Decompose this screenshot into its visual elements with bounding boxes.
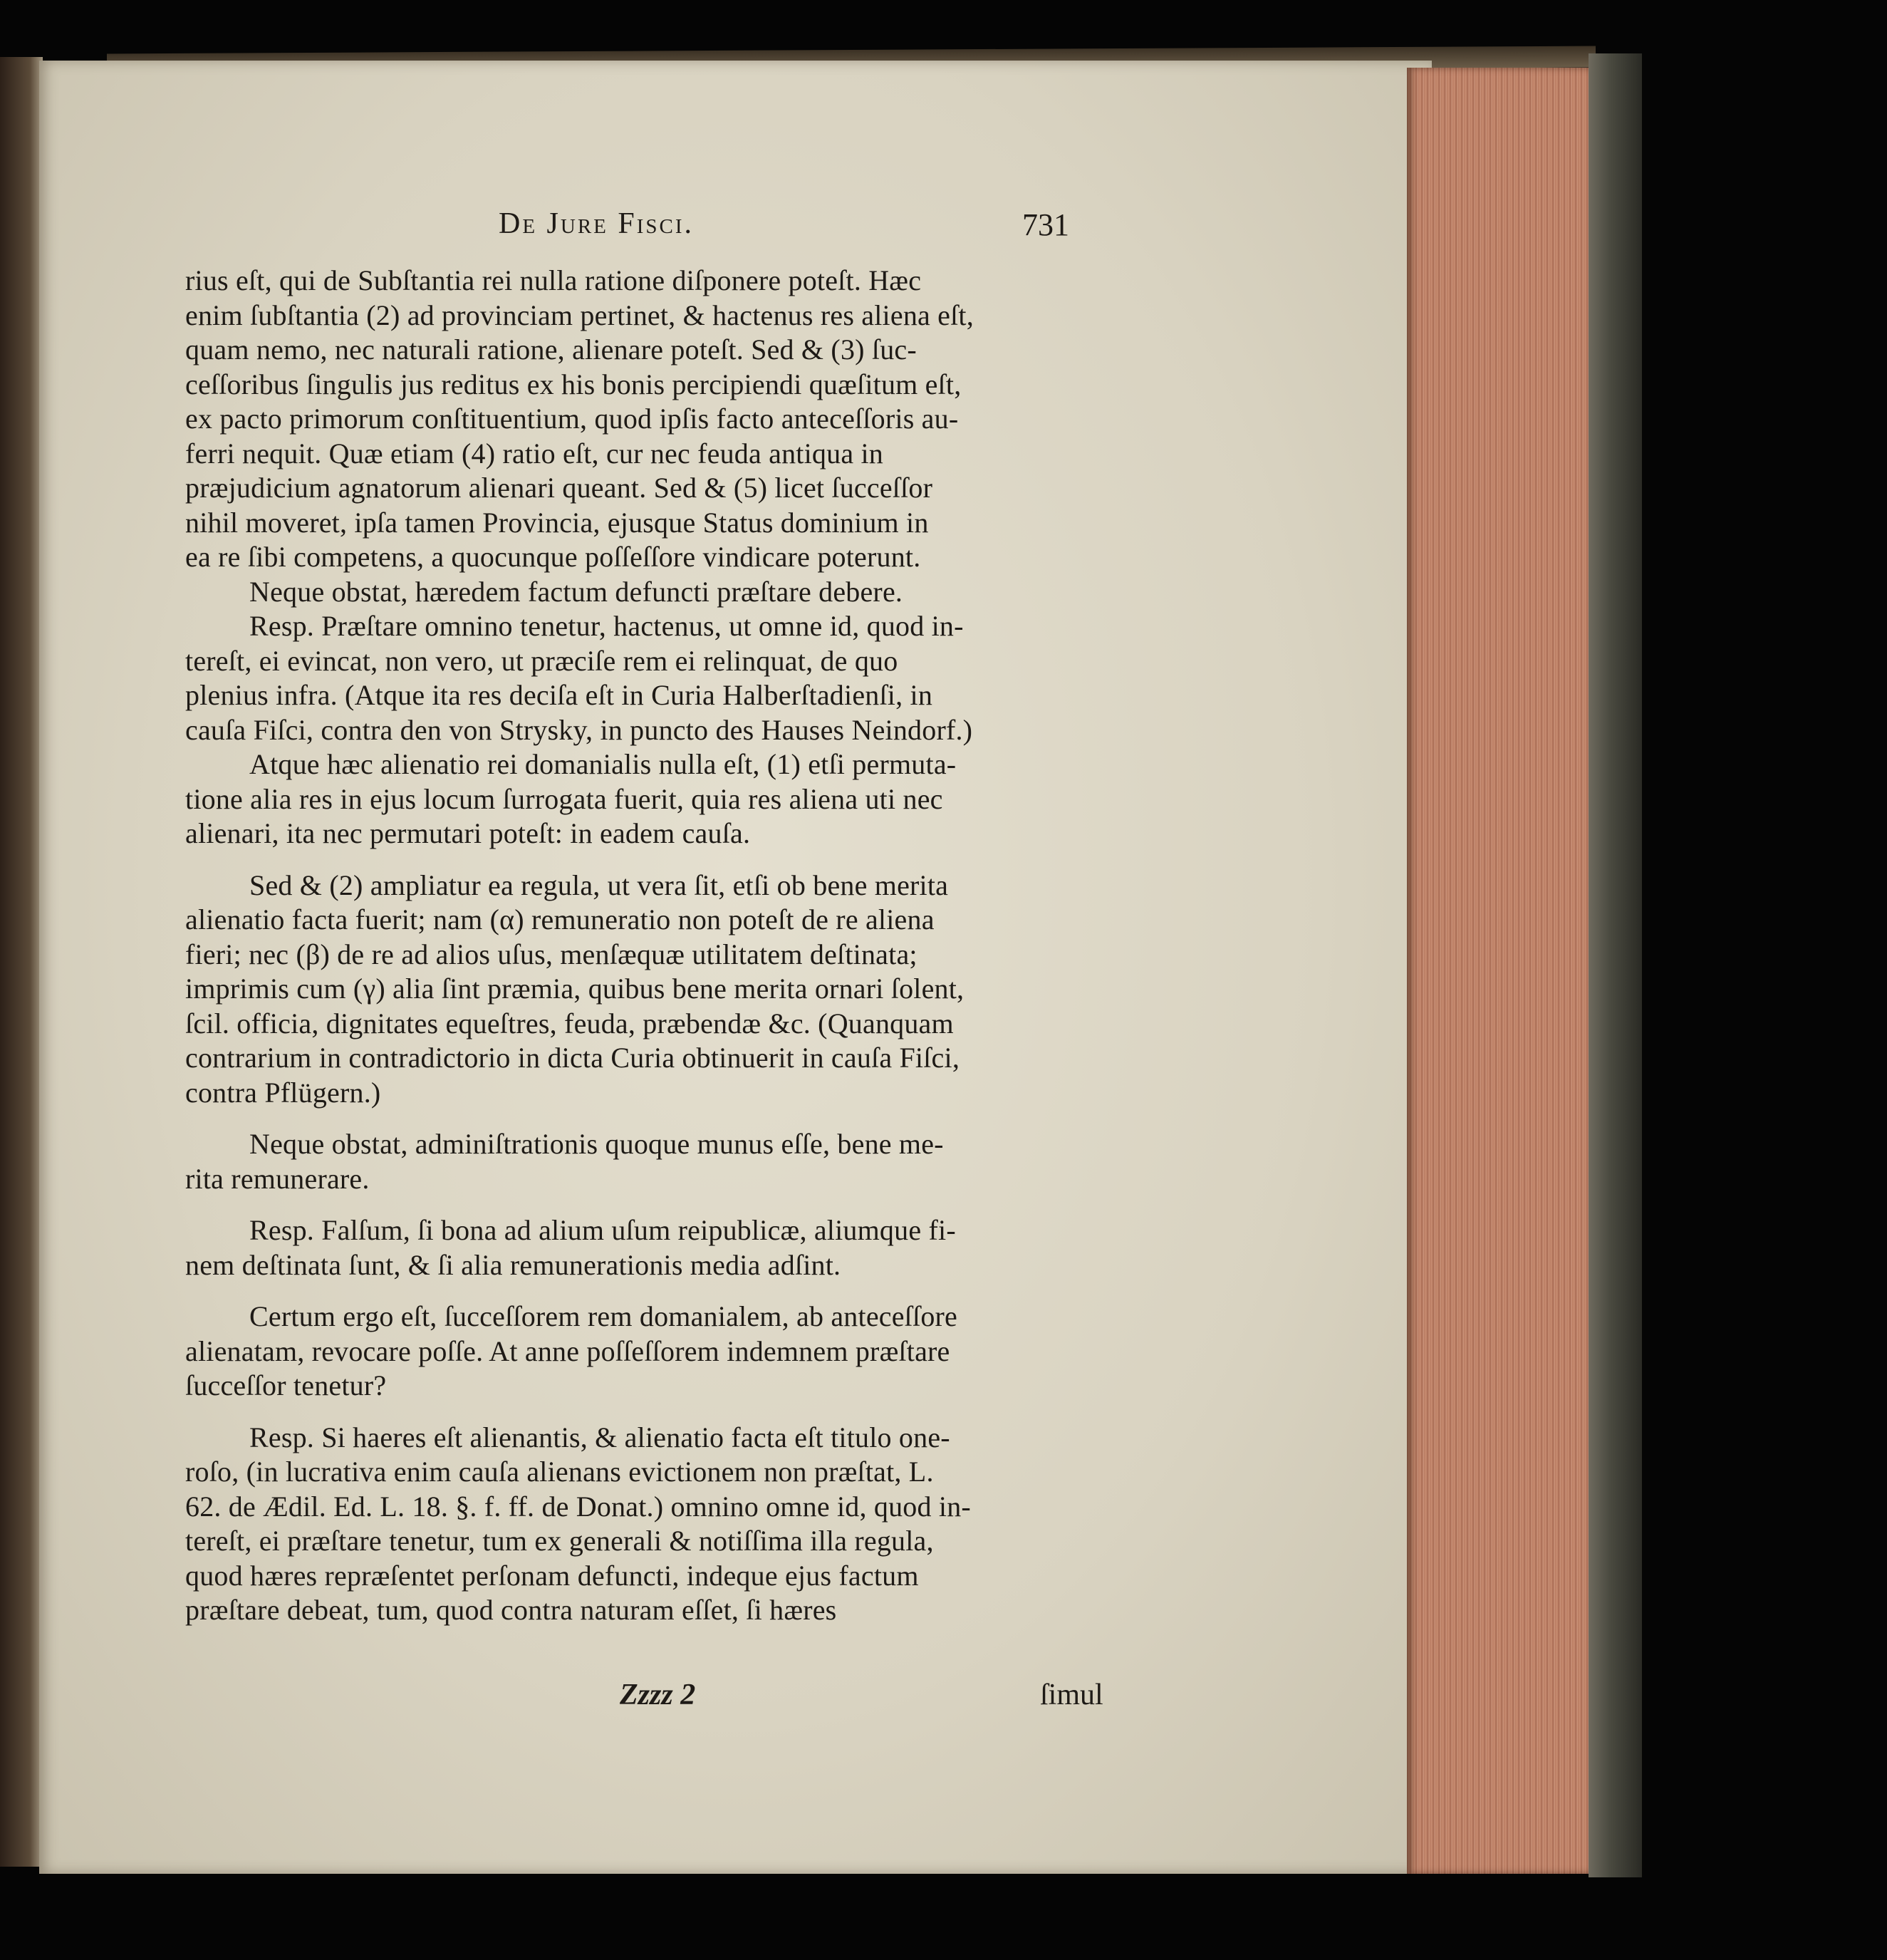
text-line: alienatio facta fuerit; nam (α) remuneratio non poteſt de re aliena (185, 903, 935, 935)
text-line: præſtare debeat, tum, quod contra naturam eſſet, ſi hæres (185, 1594, 837, 1626)
text-line: quod hæres repræſentet perſonam defuncti, indeque ejus factum (185, 1559, 919, 1592)
paragraph-gap (185, 1404, 1111, 1421)
paragraph-gap (185, 1282, 1111, 1300)
text-line: Sed & (2) ampliatur ea regula, ut vera ſit, etſi ob bene merita (249, 868, 949, 901)
text-line: rita remunerare. (185, 1162, 370, 1195)
text-line: præjudicium agnatorum alienari queant. Sed & (5) licet ſucceſſor (185, 472, 933, 504)
text-line: alienatam, revocare poſſe. At anne poſſeſſorem indemnem præſtare (185, 1334, 950, 1367)
paragraph-gap (185, 1110, 1111, 1127)
text-line: plenius infra. (Atque ita res deciſa eſt in Curia Halberſtadienſi, in (185, 679, 933, 711)
left-cover-edge (0, 57, 43, 1867)
text-line: roſo, (in lucrativa enim cauſa alienans evictionem non præſtat, L. (185, 1456, 934, 1488)
signature-mark: Zzzz 2 (620, 1679, 696, 1711)
text-line: Certum ergo eſt, ſucceſſorem rem domanialem, ab anteceſſore (249, 1300, 957, 1332)
text-line: cauſa Fiſci, contra den von Strysky, in puncto des Hauses Neindorf.) (185, 713, 973, 746)
text-line: Resp. Falſum, ſi bona ad alium uſum reipublicæ, aliumque fi- (249, 1214, 956, 1246)
text-line: tereſt, ei præſtare tenetur, tum ex generali & notiſſima illa regula, (185, 1525, 934, 1557)
text-line: tione alia res in ejus locum ſurrogata fuerit, quia res aliena uti nec (185, 782, 943, 815)
text-line: quam nemo, nec naturali ratione, alienare poteſt. Sed & (3) ſuc- (185, 333, 917, 365)
page-edges (1407, 68, 1613, 1874)
text-line: ex pacto primorum conſtituentium, quod ipſis facto anteceſſoris au- (185, 403, 959, 435)
text-line: Resp. Præſtare omnino tenetur, hactenus, ut omne id, quod in- (249, 610, 964, 642)
text-line: ceſſoribus ſingulis jus reditus ex his bonis percipiendi quæſitum eſt, (185, 368, 962, 400)
body-text (185, 264, 1111, 1628)
paragraph-gap (185, 851, 1111, 868)
text-line: Resp. Si haeres eſt alienantis, & alienatio facta eſt titulo one- (249, 1421, 950, 1453)
text-line: Neque obstat, hæredem factum defuncti præſtare debere. (249, 575, 903, 608)
text-line: ſcil. officia, dignitates equeſtres, feuda, præbendæ &c. (Quanquam (185, 1007, 954, 1039)
text-line: nem deſtinata ſunt, & ſi alia remunerationis media adſint. (185, 1248, 841, 1281)
text-line: nihil moveret, ipſa tamen Provincia, ejusque Status dominium in (185, 506, 929, 539)
page-number: 731 (1022, 207, 1069, 242)
text-line: Neque obstat, adminiſtrationis quoque munus eſſe, bene me- (249, 1128, 944, 1160)
text-line: rius eſt, qui de Subſtantia rei nulla ratione diſponere poteſt. Hæc (185, 264, 922, 296)
text-line: ferri nequit. Quæ etiam (4) ratio eſt, cur nec feuda antiqua in (185, 437, 884, 470)
running-header: De Jure Fisci. (499, 207, 695, 240)
text-line: contra Pflügern.) (185, 1076, 381, 1109)
catchword: ſimul (1040, 1679, 1103, 1711)
text-line: fieri; nec (β) de re ad alios uſus, menſæquæ utilitatem deſtinata; (185, 938, 917, 970)
text-line: ſucceſſor tenetur? (185, 1369, 387, 1401)
text-line: Atque hæc alienatio rei domanialis nulla eſt, (1) etſi permuta- (249, 748, 957, 780)
text-line: alienari, ita nec permutari poteſt: in eadem cauſa. (185, 817, 751, 849)
right-cover-edge (1589, 53, 1642, 1877)
text-line: enim ſubſtantia (2) ad provinciam pertinet, & hactenus res aliena eſt, (185, 299, 974, 331)
text-line: 62. de Ædil. Ed. L. 18. §. f. ff. de Donat.) omnino omne id, quod in- (185, 1490, 971, 1523)
text-line: ea re ſibi competens, a quocunque poſſeſſore vindicare poterunt. (185, 541, 921, 573)
text-line: imprimis cum (γ) alia ſint præmia, quibus bene merita ornari ſolent, (185, 973, 965, 1005)
text-line: contrarium in contradictorio in dicta Curia obtinuerit in cauſa Fiſci, (185, 1042, 960, 1074)
paragraph-gap (185, 1196, 1111, 1213)
text-line: tereſt, ei evincat, non vero, ut præciſe rem ei relinquat, de quo (185, 644, 898, 677)
